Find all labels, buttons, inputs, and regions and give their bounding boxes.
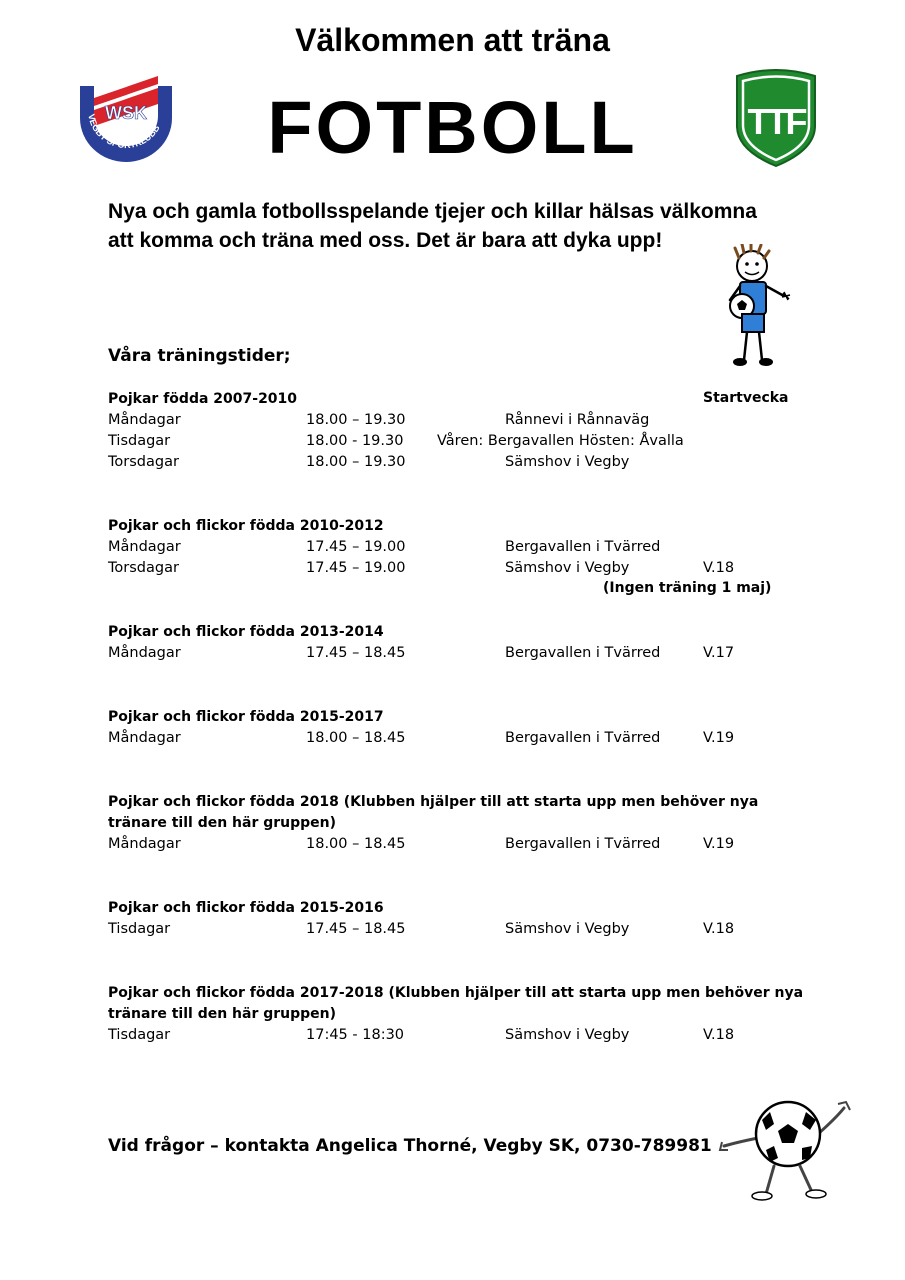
group-title: Pojkar och flickor födda 2018 (Klubben hjälper till att starta upp men behöver nya tränare till den här gruppen) [108, 794, 759, 831]
row-place: Bergavallen i Tvärred [505, 730, 661, 746]
contact-info: Vid frågor – kontakta Angelica Thorné, Vegby SK, 0730-789981 [108, 1136, 712, 1156]
row-place: Våren: Bergavallen Hösten: Åvalla [437, 433, 684, 449]
row-time: 18.00 – 18.45 [306, 836, 406, 852]
schedule-row [0, 1025, 905, 1046]
schedule-row [0, 834, 905, 855]
row-place: Sämshov i Vegby [505, 1027, 630, 1043]
group-title: Pojkar födda 2007-2010 [108, 391, 298, 407]
row-place: Bergavallen i Tvärred [505, 836, 661, 852]
row-day: Tisdagar [108, 921, 171, 937]
kid-with-ball-illustration [722, 244, 802, 370]
startvecka-column-header: Startvecka [703, 390, 789, 406]
row-start-week: V.19 [703, 730, 735, 746]
row-start-week: V.18 [703, 560, 735, 576]
row-day: Måndagar [108, 645, 181, 661]
schedule-row [0, 431, 905, 452]
row-time: 17.45 – 19.00 [306, 539, 406, 555]
row-place: Sämshov i Vegby [505, 921, 630, 937]
row-day: Torsdagar [108, 454, 179, 470]
schedule-row [0, 537, 905, 558]
schedule-row [0, 919, 905, 940]
row-time: 17.45 – 18.45 [306, 921, 406, 937]
row-day: Måndagar [108, 836, 181, 852]
intro-line-2: att komma och träna med oss. Det är bara att dyka upp! [108, 229, 663, 252]
row-time: 18.00 – 19.30 [306, 412, 406, 428]
row-day: Torsdagar [108, 560, 179, 576]
group-title: Pojkar och flickor födda 2015-2016 [108, 900, 384, 916]
row-time: 17:45 - 18:30 [306, 1027, 405, 1043]
wsk-logo-letters: WSK [105, 103, 147, 123]
intro-text [108, 197, 798, 255]
group-title: Pojkar och flickor födda 2010-2012 [108, 518, 384, 534]
row-start-week: V.19 [703, 836, 735, 852]
group-title: Pojkar och flickor födda 2015-2017 [108, 709, 384, 725]
row-time: 18.00 - 19.30 [306, 433, 404, 449]
row-place: Bergavallen i Tvärred [505, 539, 661, 555]
row-start-week: V.17 [703, 645, 735, 661]
row-place: Bergavallen i Tvärred [505, 645, 661, 661]
row-day: Måndagar [108, 539, 181, 555]
row-day: Måndagar [108, 412, 181, 428]
row-day: Tisdagar [108, 1027, 171, 1043]
ttf-logo-letters: TTF [747, 101, 805, 142]
wsk-ring-text: VEGBY SPORTKLUBB [86, 113, 162, 151]
schedule-row [0, 728, 905, 749]
row-day: Måndagar [108, 730, 181, 746]
intro-line-1: Nya och gamla fotbollsspelande tjejer och killar hälsas välkomna [108, 200, 757, 223]
cartoon-football-illustration [718, 1098, 856, 1202]
row-day: Tisdagar [108, 433, 171, 449]
group-title: Pojkar och flickor födda 2013-2014 [108, 624, 384, 640]
row-place: Sämshov i Vegby [505, 454, 630, 470]
no-training-note: (Ingen träning 1 maj) [603, 580, 772, 596]
row-time: 17.45 – 19.00 [306, 560, 406, 576]
group-title: Pojkar och flickor födda 2017-2018 (Klubben hjälper till att starta upp men behöver nya tränare till den här gruppen) [108, 985, 804, 1022]
schedule-row [0, 643, 905, 664]
row-time: 18.00 – 18.45 [306, 730, 406, 746]
schedule-row [0, 452, 905, 473]
schedule-row [0, 558, 905, 579]
row-place: Rånnevi i Rånnaväg [505, 412, 650, 428]
page-subtitle: Välkommen att träna [295, 22, 610, 58]
schedule-row [0, 410, 905, 431]
row-place: Sämshov i Vegby [505, 560, 630, 576]
row-start-week: V.18 [703, 921, 735, 937]
row-time: 18.00 – 19.30 [306, 454, 406, 470]
schedule-heading: Våra träningstider; [108, 346, 291, 366]
row-start-week: V.18 [703, 1027, 735, 1043]
row-time: 17.45 – 18.45 [306, 645, 406, 661]
page-title: FOTBOLL [267, 86, 638, 169]
